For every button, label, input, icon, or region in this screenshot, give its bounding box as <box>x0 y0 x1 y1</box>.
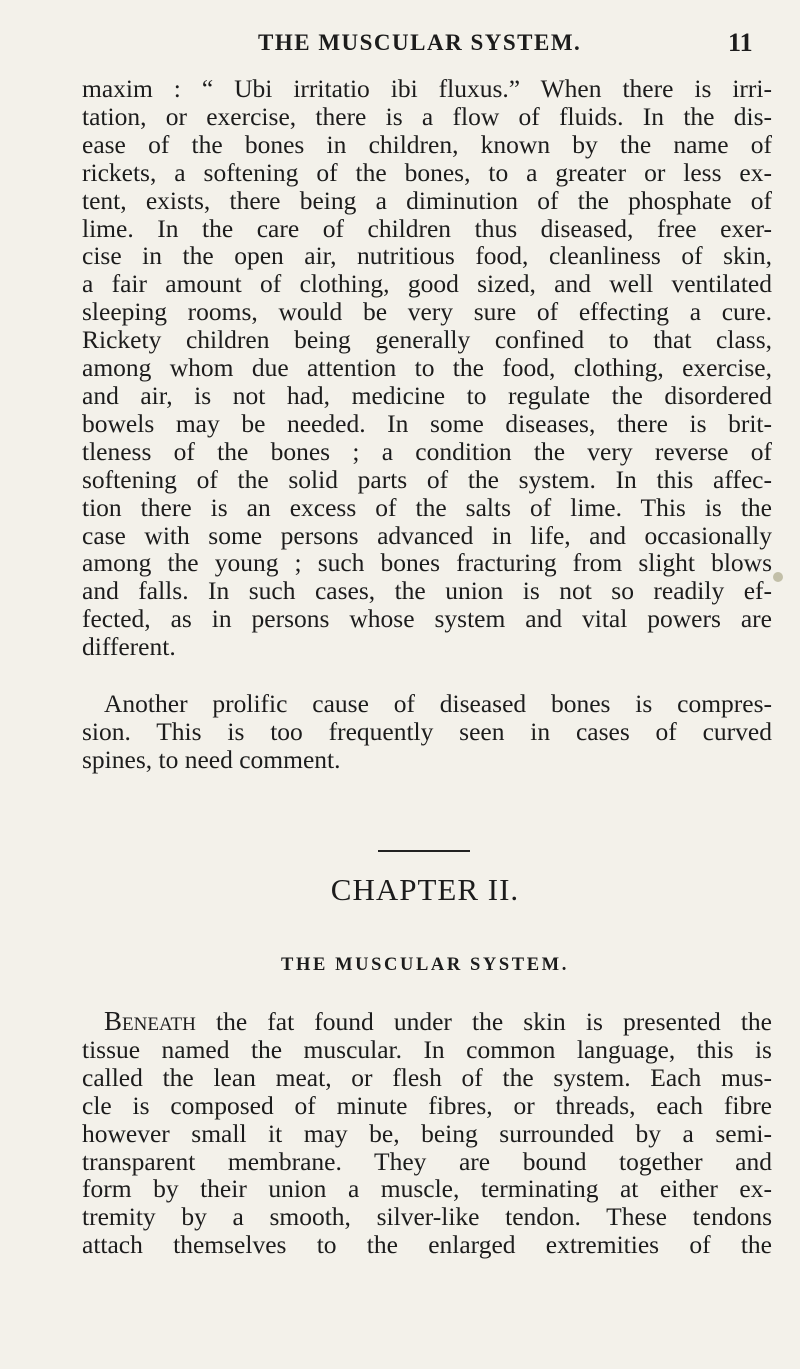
text-line: lime. In the care of children thus diseased, free exer- <box>82 213 772 243</box>
text-line: bowels may be needed. In some diseases, there is brit- <box>82 408 772 438</box>
text-line: maxim : “ Ubi irritatio ibi fluxus.” When there is irri- <box>82 74 772 103</box>
text-line: however small it may be, being surrounded by a semi- <box>82 1118 772 1148</box>
text-line: among the young ; such bones fracturing from slight blows <box>82 548 772 578</box>
first-line-text: the fat found under the skin is presented the <box>195 1007 772 1036</box>
text-line: cise in the open air, nutritious food, cleanliness of skin, <box>82 241 772 271</box>
text-line: softening of the solid parts of the system. In this affec- <box>82 464 772 494</box>
text-line: tremity by a smooth, silver-like tendon. These tendons <box>82 1202 772 1232</box>
text-line: tent, exists, there being a diminution of the phosphate of <box>82 185 772 215</box>
text-line: spines, to need comment. <box>82 744 341 774</box>
page-number: 11 <box>728 28 753 57</box>
text-line: different. <box>82 632 176 662</box>
paper-blemish <box>773 572 783 582</box>
text-line: rickets, a softening of the bones, to a greater or less ex- <box>82 157 772 187</box>
text-line: form by their union a muscle, terminating at either ex- <box>82 1174 772 1204</box>
text-line: tissue named the muscular. In common language, this is <box>82 1034 772 1064</box>
paragraph-compression <box>82 690 772 774</box>
text-line <box>82 1008 772 1036</box>
section-divider <box>378 850 470 852</box>
lead-word: Beneath <box>104 1006 196 1036</box>
text-line: and air, is not had, medicine to regulate the disordered <box>82 380 772 410</box>
chapter-title: CHAPTER II. <box>330 872 520 907</box>
text-line: tion there is an excess of the salts of lime. This is the <box>82 492 772 522</box>
text-line: sleeping rooms, would be very sure of effecting a cure. <box>82 297 772 327</box>
text-line: Rickety children being generally confined to that class, <box>82 325 772 355</box>
text-line: and falls. In such cases, the union is not so readily ef- <box>82 576 772 606</box>
text-line: a fair amount of clothing, good sized, and well ventilated <box>82 269 772 299</box>
running-head: THE MUSCULAR SYSTEM. <box>258 30 582 55</box>
chapter-subtitle: THE MUSCULAR SYSTEM. <box>281 955 569 975</box>
text-line: among whom due attention to the food, clothing, exercise, <box>82 353 772 383</box>
text-line: transparent membrane. They are bound together and <box>82 1146 772 1176</box>
text-line: ease of the bones in children, known by the name of <box>82 129 772 159</box>
text-line: fected, as in persons whose system and vital powers are <box>82 604 772 634</box>
text-line: tation, or exercise, there is a flow of fluids. In the dis- <box>82 101 772 131</box>
text-line: cle is composed of minute fibres, or threads, each fibre <box>82 1090 772 1120</box>
paragraph-rickets <box>82 75 772 661</box>
text-line: called the lean meat, or flesh of the system. Each mus- <box>82 1062 772 1092</box>
text-line: attach themselves to the enlarged extremities of the <box>82 1230 772 1260</box>
text-line: Another prolific cause of diseased bones is compres- <box>104 689 772 718</box>
paragraph-muscular-tissue <box>82 1008 772 1259</box>
text-line: tleness of the bones ; a condition the very reverse of <box>82 436 772 466</box>
text-line: case with some persons advanced in life, and occasionally <box>82 520 772 550</box>
text-line: sion. This is too frequently seen in cases of curved <box>82 716 772 746</box>
